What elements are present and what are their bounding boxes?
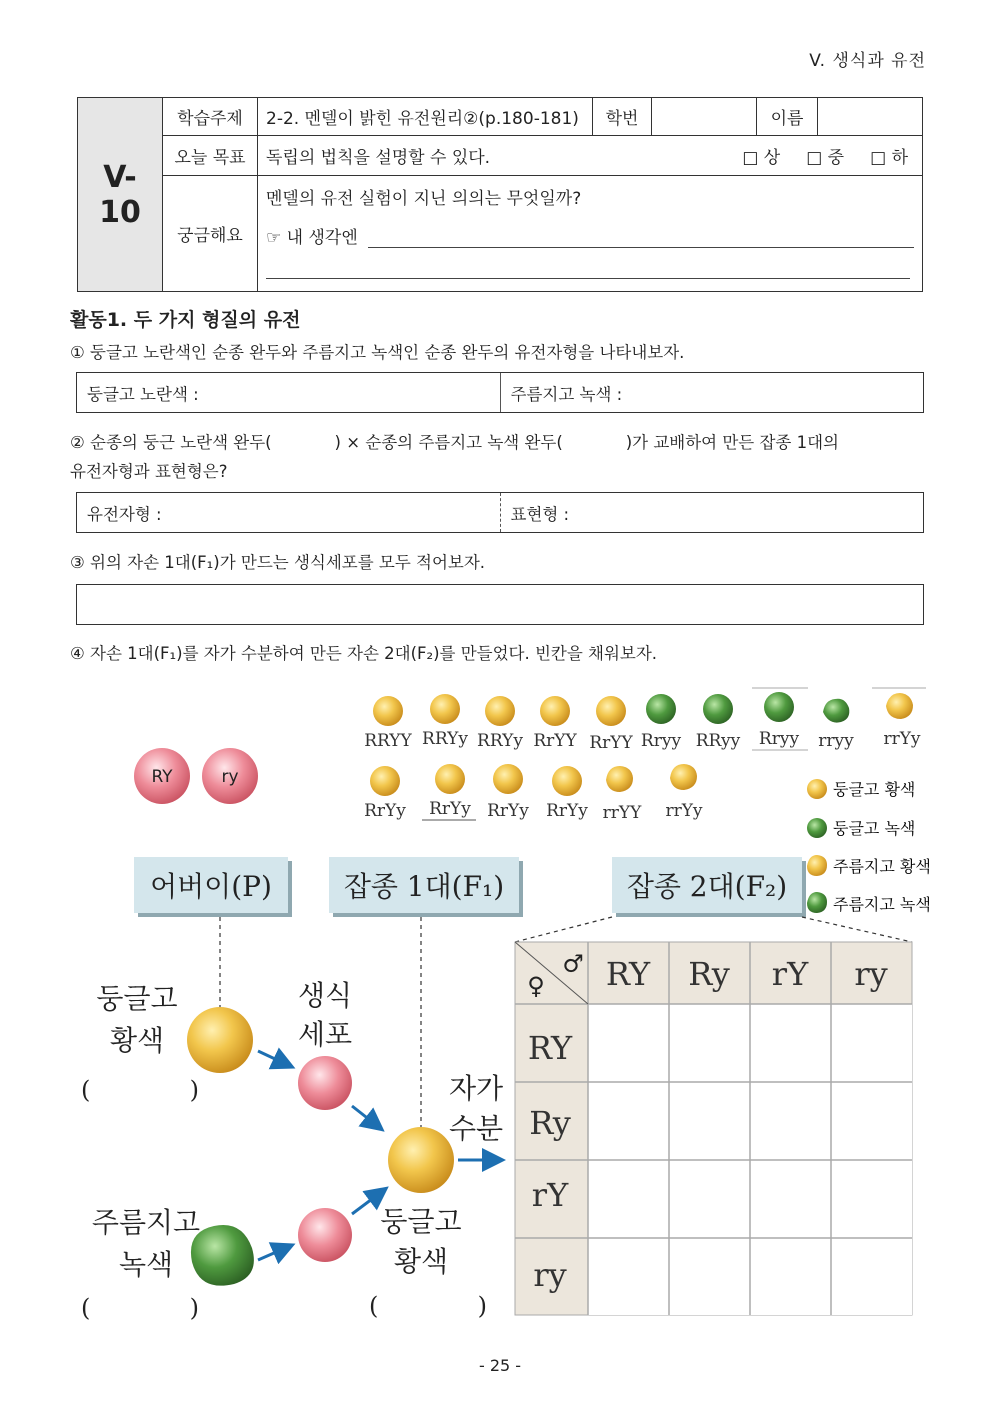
self-pollination-label bbox=[449, 1072, 503, 1145]
gamete-RY-label: RY bbox=[151, 767, 173, 787]
gamete-ry-label: ry bbox=[221, 767, 239, 787]
legend-1: 둥글고 황색 bbox=[833, 780, 916, 799]
pea-RRYY bbox=[373, 696, 403, 726]
chapter-title: V. 생식과 유전 bbox=[809, 51, 926, 71]
row-header-4: ry bbox=[533, 1256, 567, 1294]
thought-line-2[interactable] bbox=[266, 248, 910, 279]
my-thought-label: ☞ 내 생각엔 bbox=[266, 228, 358, 248]
col-header-2: Ry bbox=[688, 955, 730, 993]
row-header-2: Ry bbox=[529, 1104, 571, 1142]
answer-box-2 bbox=[76, 492, 924, 533]
label-parent: 어버이(P) bbox=[150, 870, 272, 903]
pea-label-2: RRYy bbox=[422, 729, 468, 749]
gamete-label bbox=[298, 979, 352, 1051]
legend-green-round-icon bbox=[807, 818, 827, 838]
label-f2: 잡종 2대(F₂) bbox=[626, 870, 788, 903]
pea-RrYy bbox=[435, 764, 465, 794]
col-header-4: ry bbox=[854, 955, 888, 993]
level-high-checkbox[interactable]: □ 상 bbox=[742, 148, 781, 168]
legend-4: 주름지고 녹색 bbox=[833, 895, 931, 914]
label-f1: 잡종 1대(F₁) bbox=[343, 870, 505, 903]
question-2-line-1: ② 순종의 둥근 노란색 완두( ) × 순종의 주름지고 녹색 완두( )가 교배하여 만든 잡종 1대의 bbox=[70, 433, 839, 452]
female-symbol: ♀ bbox=[527, 972, 545, 1000]
punnett-cell-1-2[interactable] bbox=[670, 1005, 749, 1081]
f1-label bbox=[380, 1205, 461, 1278]
legend-yellow-round-icon bbox=[807, 779, 827, 799]
pea2-label-6: rrYy bbox=[665, 801, 703, 821]
name-label: 이름 bbox=[757, 98, 818, 136]
punnett-cell-4-2[interactable] bbox=[670, 1239, 749, 1314]
goal-label: 오늘 목표 bbox=[163, 136, 258, 176]
f1-label-2: 황색 bbox=[393, 1245, 449, 1278]
legend-3: 주름지고 황색 bbox=[833, 857, 931, 876]
gamete-label-2: 세포 bbox=[297, 1018, 353, 1051]
legend-2: 둥글고 녹색 bbox=[833, 819, 916, 838]
punnett-cell-2-1[interactable] bbox=[589, 1083, 668, 1159]
pea-RrYY bbox=[596, 696, 626, 726]
answer-genotype[interactable]: 유전자형 : bbox=[87, 504, 162, 524]
punnett-cell-2-2[interactable] bbox=[670, 1083, 749, 1159]
row-header-3: rY bbox=[531, 1176, 569, 1214]
pea-rrYy-wrinkled bbox=[886, 693, 913, 719]
topic-label: 학습주제 bbox=[163, 98, 258, 136]
question-3: ③ 위의 자손 1대(F₁)가 만드는 생식세포를 모두 적어보자. bbox=[70, 553, 486, 572]
question-4: ④ 자손 1대(F₁)를 자가 수분하여 만든 자손 2대(F₂)를 만들었다. 빈칸을 채워보자. bbox=[70, 644, 658, 663]
page-number: - 25 - bbox=[478, 1356, 522, 1375]
pea-RrYy bbox=[493, 764, 523, 794]
inheritance-diagram bbox=[0, 670, 1000, 1340]
arrow-p1-gamete bbox=[258, 1051, 290, 1066]
level-mid-checkbox[interactable]: □ 중 bbox=[806, 148, 845, 168]
self-pollination-2: 수분 bbox=[448, 1112, 504, 1145]
info-table bbox=[77, 97, 923, 292]
answer-box-1 bbox=[76, 372, 924, 413]
punnett-square bbox=[515, 942, 912, 1315]
gamete-top bbox=[298, 1056, 352, 1110]
lesson-code: V-10 bbox=[78, 98, 163, 292]
pea-rrYy-wrinkled bbox=[670, 764, 697, 790]
answer-wrinkled-green[interactable]: 주름지고 녹색 : bbox=[500, 373, 924, 412]
punnett-cell-3-3[interactable] bbox=[751, 1161, 830, 1237]
punnett-cell-3-1[interactable] bbox=[589, 1161, 668, 1237]
male-symbol: ♂ bbox=[562, 950, 584, 978]
answer-round-yellow[interactable]: 둥글고 노란색 : bbox=[87, 384, 199, 404]
row-header-1: RY bbox=[527, 1029, 573, 1067]
punnett-cell-1-1[interactable] bbox=[589, 1005, 668, 1081]
punnett-cell-3-2[interactable] bbox=[670, 1161, 749, 1237]
pea-label-3: RRYy bbox=[477, 731, 523, 751]
pea-label-9: rryy bbox=[818, 731, 854, 751]
parent-wrinkled-green bbox=[92, 1206, 200, 1281]
parent2-blank[interactable]: ( ) bbox=[81, 1294, 199, 1322]
student-no-field[interactable] bbox=[652, 98, 757, 136]
pea-label-10: rrYy bbox=[883, 729, 921, 749]
pea-Rryy bbox=[764, 692, 794, 722]
pea2-label-1: RrYy bbox=[364, 801, 406, 821]
pea-RrYY bbox=[540, 696, 570, 726]
generation-labels bbox=[134, 857, 806, 917]
arrow-p2-gamete bbox=[258, 1246, 290, 1260]
level-low-checkbox[interactable]: □ 하 bbox=[870, 148, 908, 168]
answer-phenotype[interactable]: 표현형 : bbox=[500, 493, 924, 532]
parent-yellow-pea bbox=[187, 1007, 253, 1073]
arrow-gamete-f1-bottom bbox=[352, 1190, 384, 1214]
pea-label-4: RrYY bbox=[533, 731, 577, 751]
legend-green-wrinkled-icon bbox=[807, 892, 827, 913]
col-header-3: rY bbox=[771, 955, 809, 993]
parent-green-pea bbox=[191, 1225, 254, 1286]
pea-label-1: RRYY bbox=[364, 731, 412, 751]
pea-rrYY-wrinkled bbox=[606, 766, 633, 792]
pea-label-5: RrYY bbox=[589, 733, 633, 753]
question-2-line-2: 유전자형과 표현형은? bbox=[70, 462, 228, 481]
legend bbox=[807, 779, 931, 914]
pea2-label-4: RrYy bbox=[546, 801, 588, 821]
legend-yellow-wrinkled-icon bbox=[807, 855, 827, 876]
punnett-cell-3-4[interactable] bbox=[832, 1161, 911, 1237]
pea-label-7: RRyy bbox=[695, 731, 741, 751]
goal-value: 독립의 법칙을 설명할 수 있다. bbox=[266, 148, 491, 168]
punnett-cell-1-4[interactable] bbox=[832, 1005, 911, 1081]
pea-Rryy bbox=[646, 694, 676, 724]
thought-line-1[interactable] bbox=[368, 229, 914, 248]
pea-row-1 bbox=[364, 688, 926, 753]
pea-row-2 bbox=[364, 764, 703, 823]
pea-label-8: Rryy bbox=[758, 729, 800, 749]
pea-RRYy bbox=[485, 696, 515, 726]
parent1-line1: 둥글고 bbox=[96, 982, 178, 1015]
gamete-pair bbox=[134, 748, 258, 804]
pea-RrYy bbox=[552, 766, 582, 796]
col-header-1: RY bbox=[605, 955, 651, 993]
activity-title: 활동1. 두 가지 형질의 유전 bbox=[70, 309, 301, 331]
punnett-cell-4-3[interactable] bbox=[751, 1239, 830, 1314]
self-pollination-1: 자가 bbox=[448, 1072, 504, 1105]
gamete-bottom bbox=[298, 1208, 352, 1262]
student-no-label: 학번 bbox=[593, 98, 652, 136]
f1-label-1: 둥글고 bbox=[380, 1205, 462, 1238]
answer-box-3[interactable] bbox=[76, 584, 924, 625]
arrow-gamete-f1-top bbox=[352, 1106, 380, 1128]
pea2-label-5: rrYY bbox=[602, 803, 642, 823]
pea2-label-2: RrYy bbox=[429, 799, 471, 819]
punnett-cell-4-4[interactable] bbox=[832, 1239, 911, 1314]
pea-RRYy bbox=[430, 694, 460, 724]
name-field[interactable] bbox=[818, 98, 923, 136]
wonder-cell bbox=[258, 176, 923, 292]
f1-blank[interactable]: ( ) bbox=[369, 1292, 487, 1320]
parent2-line2: 녹색 bbox=[118, 1248, 174, 1281]
gamete-label-1: 생식 bbox=[297, 979, 353, 1012]
pea-label-6: Rryy bbox=[640, 731, 682, 751]
goal-row bbox=[258, 136, 923, 176]
pea-rryy-wrinkled bbox=[823, 699, 849, 723]
pea-RrYy bbox=[370, 766, 400, 796]
parent-round-yellow bbox=[96, 982, 177, 1057]
punnett-cell-2-3[interactable] bbox=[751, 1083, 830, 1159]
pea2-label-3: RrYy bbox=[487, 801, 529, 821]
question-1: ① 둥글고 노란색인 순종 완두와 주름지고 녹색인 순종 완두의 유전자형을 나타내보자. bbox=[70, 343, 685, 362]
punnett-cell-1-3[interactable] bbox=[751, 1005, 830, 1081]
parent1-blank[interactable]: ( ) bbox=[81, 1076, 199, 1104]
punnett-cell-4-1[interactable] bbox=[589, 1239, 668, 1314]
topic-value: 2-2. 멘델이 밝힌 유전원리②(p.180-181) bbox=[258, 98, 593, 136]
wonder-question: 멘델의 유전 실험이 지닌 의의는 무엇일까? bbox=[266, 189, 582, 209]
punnett-cell-2-4[interactable] bbox=[832, 1083, 911, 1159]
parent2-line1: 주름지고 bbox=[91, 1206, 201, 1239]
parent1-line2: 황색 bbox=[109, 1024, 165, 1057]
pea-RRyy bbox=[703, 694, 733, 724]
wonder-label: 궁금해요 bbox=[163, 176, 258, 292]
f1-yellow-pea bbox=[388, 1127, 454, 1193]
